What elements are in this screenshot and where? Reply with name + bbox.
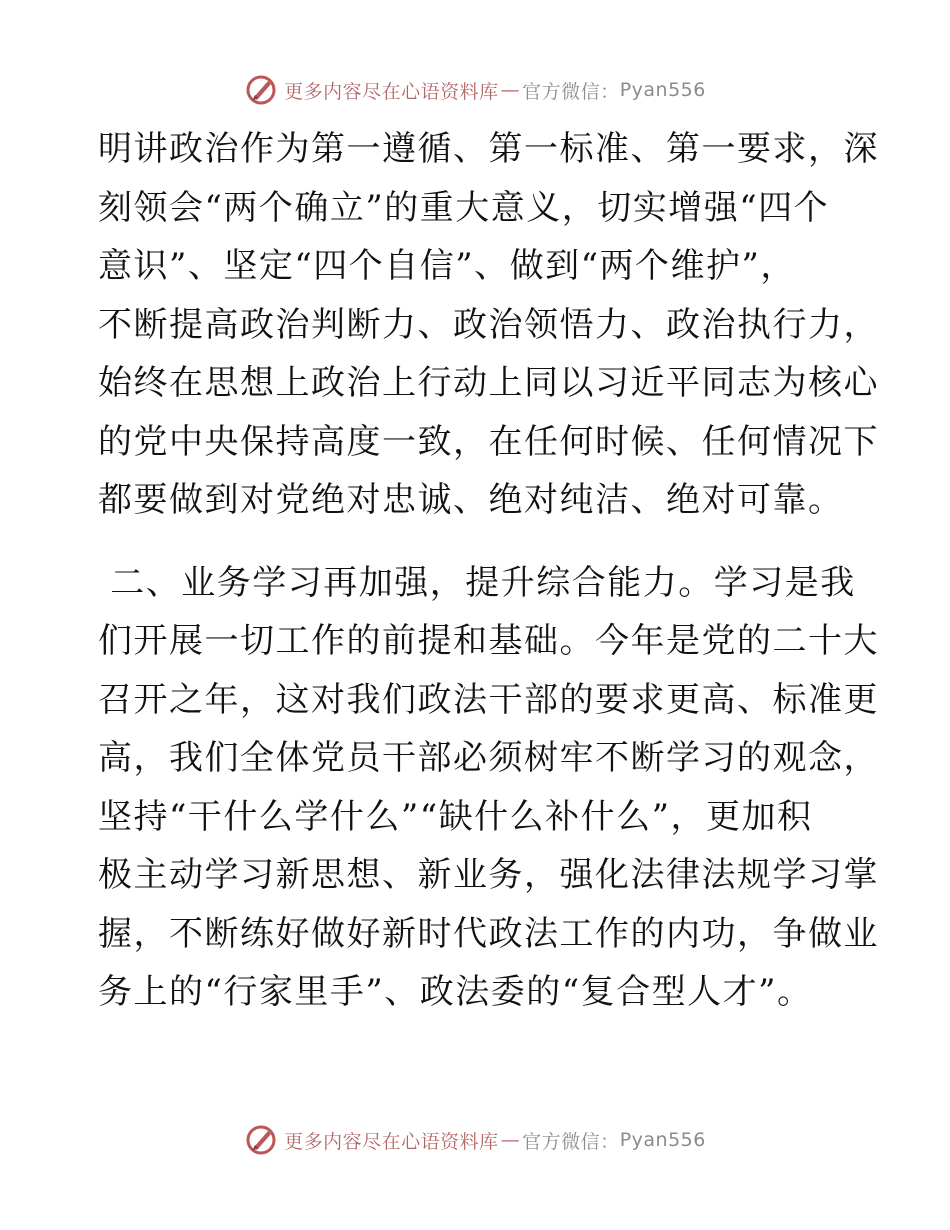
text-line: 的党中央保持高度一致，在任何时候、任何情况下: [98, 421, 879, 462]
watermark-site-text: 更多内容尽在心语资料库: [284, 80, 499, 103]
watermark-wechat-id: Pyan556: [619, 79, 706, 101]
text-line: 召开之年，这对我们政法干部的要求更高、标准更: [98, 679, 879, 720]
text-line: 极主动学习新思想、新业务，强化法律法规学习掌: [98, 855, 879, 895]
text-line: 意识”、坚定“四个自信”、做到“两个维护”，: [98, 246, 796, 286]
watermark-separator: —: [500, 1129, 521, 1151]
text-line: 们开展一切工作的前提和基础。今年是党的二十大: [98, 621, 879, 661]
paragraph-1: [98, 120, 879, 530]
watermark-wechat-label: 官方微信：: [522, 80, 620, 103]
text-line: 刻领会“两个确立”的重大意义，切实增强“四个: [98, 187, 830, 228]
text-line: 坚持“干什么学什么”“缺什么补什么”，更加积: [98, 796, 813, 837]
text-line: 不断提高政治判断力、政治领悟力、政治执行力，: [98, 304, 879, 345]
footer-watermark: [0, 1120, 950, 1160]
pen-logo-icon: [244, 73, 278, 107]
text-line: 握，不断练好做好新时代政法工作的内功，争做业: [98, 913, 879, 954]
document-body: [98, 120, 879, 1022]
header-watermark: [0, 70, 950, 110]
text-line: 始终在思想上政治上行动上同以习近平同志为核心: [98, 363, 879, 403]
pen-logo-icon: [244, 1123, 278, 1157]
text-line: 务上的“行家里手”、政法委的“复合型人才”。: [98, 972, 813, 1012]
text-line: 高，我们全体党员干部必须树牢不断学习的观念，: [98, 738, 879, 778]
watermark-wechat-id: Pyan556: [619, 1129, 706, 1151]
watermark-wechat-label: 官方微信：: [522, 1130, 620, 1153]
text-line: 明讲政治作为第一遵循、第一标准、第一要求，深: [98, 129, 879, 169]
paragraph-2: [98, 554, 879, 1022]
watermark-site-text: 更多内容尽在心语资料库: [284, 1130, 499, 1153]
watermark-separator: —: [500, 79, 521, 101]
text-line: 都要做到对党绝对忠诚、绝对纯洁、绝对可靠。: [98, 480, 844, 520]
text-line: 二、业务学习再加强，提升综合能力。学习是我: [98, 562, 856, 603]
